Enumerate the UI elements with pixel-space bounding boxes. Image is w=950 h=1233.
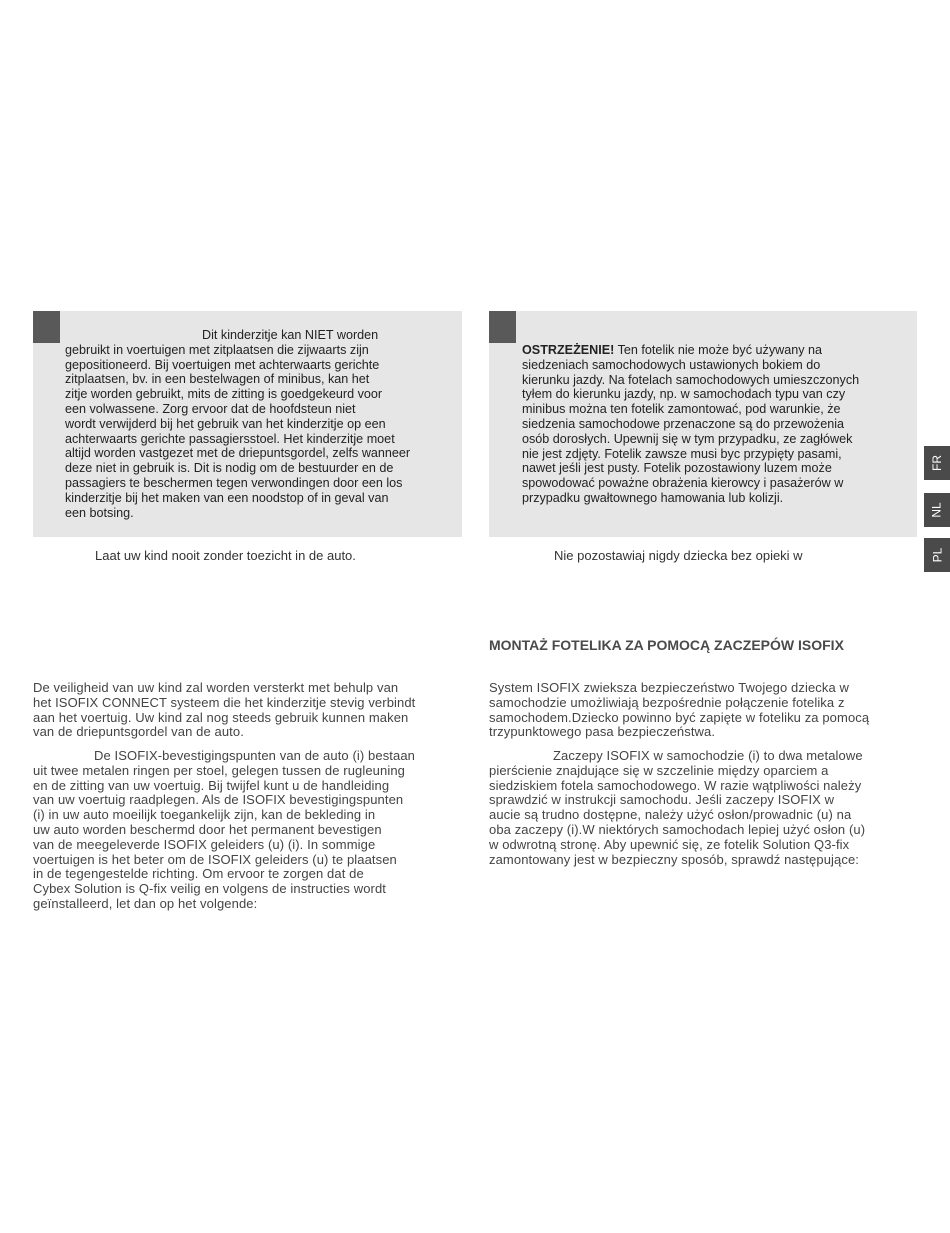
pl-para2-line: pierścienie znajdujące się w szczelinie między oparciem a (489, 762, 829, 778)
nl-para1-line: van de driepuntsgordel van de auto. (33, 724, 244, 740)
pl-warning-line: przypadku gwałtownego hamowania lub kolizji. (522, 490, 784, 505)
nl-warning-line: achterwaarts gerichte passagiersstoel. Het kinderzitje moet (65, 431, 395, 446)
pl-warning-box (489, 311, 917, 537)
nl-para2-line: geïnstalleerd, let dan op het volgende: (33, 895, 258, 911)
nl-warning-line: Dit kinderzitje kan NIET worden (202, 328, 379, 342)
pl-para2-line: aucie są trudno dostępne, należy użyć osłon/prowadnic (u) na (489, 807, 852, 823)
pl-para1-line: samochodzie umożliwiają bezpośrednie połączenie fotelika z (489, 694, 845, 710)
pl-para1-line: System ISOFIX zwieksza bezpieczeństwo Twojego dziecka w (489, 680, 850, 695)
nl-para1-line: De veiligheid van uw kind zal worden versterkt met behulp van (33, 680, 399, 695)
pl-warning-line: osób dorosłych. Upewnij się w tym przypadku, ze zagłówek (522, 431, 853, 446)
nl-paragraph-1 (33, 681, 415, 740)
nl-warning-line: altijd worden vastgezet met de driepuntsgordel, zelfs wanneer (65, 446, 411, 461)
tab-fr-label: FR (930, 455, 944, 471)
pl-para2-line: sprawdzić w instrukcji samochodu. Jeśli zaczepy ISOFIX w (489, 792, 835, 808)
pl-warning-line: nie jest zdjęty. Fotelik zawsze musi byc przypięty pasami, (522, 446, 842, 461)
pl-para2-line: siedziskiem fotela samochodowego. W razie wątpliwości należy (489, 777, 862, 793)
tab-pl-label: PL (930, 547, 944, 563)
pl-note: Nie pozostawiaj nigdy dziecka bez opieki w (554, 548, 803, 563)
pl-warning-first-line (522, 343, 859, 358)
pl-warning-line: tyłem do kierunku jazdy, np. w samochodach typu van czy (522, 387, 846, 402)
nl-para2-line: en de zitting van uw voertuig. Bij twijfel kunt u de handleiding (33, 777, 390, 793)
pl-para2-line: w odwrotną stronę. Aby upewnić się, ze fotelik Solution Q3-fix (489, 836, 850, 852)
nl-para1-line: het ISOFIX CONNECT systeem die het kinderzitje stevig verbindt (33, 694, 416, 710)
pl-warning-line: minibus można ten fotelik zamontować, pod warunkie, że (522, 402, 841, 417)
tab-fr[interactable] (924, 446, 950, 480)
pl-para1-line: samochodem.Dziecko powinno być zapięte w foteliku za pomocą (489, 709, 870, 725)
nl-para2-line: uit twee metalen ringen per stoel, gelegen tussen de rugleuning (33, 762, 405, 778)
pl-warning-line: spowodować poważne obrażenia kierowcy i pasażerów w (522, 476, 844, 491)
pl-warning-line: nawet jeśli jest pusty. Fotelik pozostawiony luzem może (522, 461, 832, 476)
nl-warning-line: deze niet in gebruik is. Dit is nodig om de bestuurder en de (65, 461, 394, 476)
nl-para2-line: (i) in uw auto moeilijk toegankelijk zijn, kan de bekleding in (33, 807, 376, 823)
pl-para1-line: trzypunktowego pasa bezpieczeństwa. (489, 724, 716, 740)
nl-warning-line: kinderzitje bij het maken van een noodstop of in geval van (65, 490, 389, 505)
pl-para2-line: oba zaczepy (i).W niektórych samochodach lepiej użyć osłon (u) (489, 821, 866, 837)
tab-nl-label: NL (930, 502, 944, 518)
nl-warning-line: een volwassene. Zorg ervoor dat de hoofdsteun niet (65, 401, 356, 416)
nl-warning-line: passagiers te beschermen tegen verwondingen door een los (65, 475, 403, 490)
nl-para2-line: uw auto worden beschermd door het permanent bevestigen (33, 821, 382, 837)
nl-para1-line: aan het voertuig. Uw kind zal nog steeds gebruik kunnen maken (33, 709, 409, 725)
nl-note: Laat uw kind nooit zonder toezicht in de auto. (95, 548, 356, 563)
pl-warning-line: siedzenia samochodowe przenaczone są do przewożenia (522, 416, 845, 431)
nl-para2-line: voertuigen is het beter om de ISOFIX geleiders (u) te plaatsen (33, 851, 397, 867)
nl-warning-line: gepositioneerd. Bij voertuigen met achterwaarts gerichte (65, 357, 380, 372)
nl-warning-line: wordt verwijderd bij het gebruik van het kinderzitje op een (65, 416, 386, 431)
pl-warning-first-rest: Ten fotelik nie może być używany na (614, 343, 823, 357)
warning-marker (33, 311, 60, 343)
nl-warning-text (65, 328, 410, 520)
pl-warning-label: OSTRZEŻENIE! (522, 343, 615, 357)
pl-warning-line: siedzeniach samochodowych ustawionych bokiem do (522, 357, 821, 372)
pl-paragraph-2 (489, 749, 865, 867)
nl-warning-line: zitje worden gebruikt, mits de zitting is goedgekeurd voor (65, 387, 383, 402)
nl-para2-line: in de tegengestelde richting. Om ervoor te zorgen dat de (33, 866, 364, 882)
nl-warning-line: zitplaatsen, bv. in een bestelwagen of minibus, kan het (65, 372, 370, 387)
tab-nl[interactable] (924, 493, 950, 527)
pl-warning-text (522, 343, 859, 506)
warning-marker (489, 311, 516, 343)
pl-paragraph-1 (489, 681, 869, 740)
nl-para2-line: van uw voertuig raadplegen. Als de ISOFIX bevestigingspunten (33, 792, 404, 808)
pl-para2-line: Zaczepy ISOFIX w samochodzie (i) to dwa metalowe (553, 748, 863, 763)
nl-para2-line: De ISOFIX-bevestigingspunten van de auto (i) bestaan (94, 748, 415, 763)
pl-para2-line: zamontowany jest w bezpieczny sposób, sprawdź następujące: (489, 851, 859, 867)
nl-warning-line: een botsing. (65, 505, 134, 520)
pl-heading: MONTAŻ FOTELIKA ZA POMOCĄ ZACZEPÓW ISOFIX (489, 637, 844, 653)
nl-para2-line: van de meegeleverde ISOFIX geleiders (u) (i). In sommige (33, 836, 376, 852)
nl-paragraph-2 (33, 749, 415, 912)
nl-warning-line: gebruikt in voertuigen met zitplaatsen die zijwaarts zijn (65, 342, 369, 357)
nl-para2-line: Cybex Solution is Q-fix veilig en volgens de instructies wordt (33, 881, 387, 897)
nl-warning-box (33, 311, 462, 537)
tab-pl[interactable] (924, 538, 950, 572)
pl-warning-line: kierunku jazdy. Na fotelach samochodowych umieszczonych (522, 372, 860, 387)
